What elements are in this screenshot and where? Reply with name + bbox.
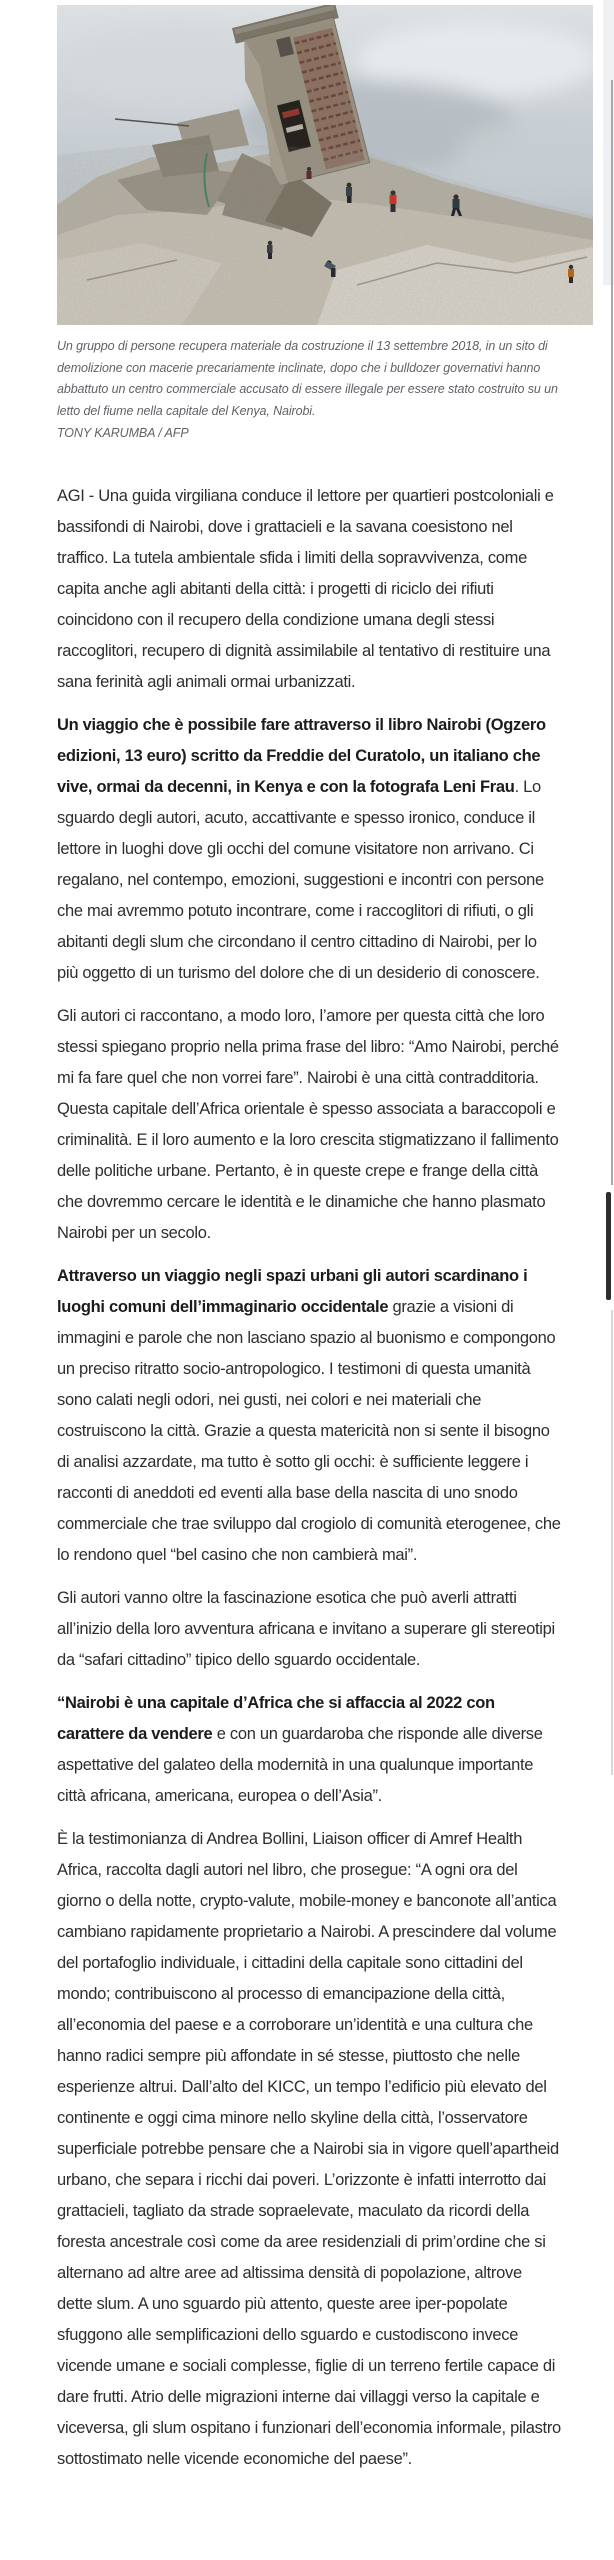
article-paragraph xyxy=(57,710,561,989)
paragraph-text-run: AGI - Una guida virgiliana conduce il lettore per quartieri postcoloniali e bassifondi di Nairobi, dove i grattacieli e la savana coesistono nel traffico. La tutela ambientale sfida i limiti della sopravvivenza, come capita anche agli abitanti della città: i progetti di riciclo dei rifiuti coincidono con il recupero della condizione umana degli stessi raccoglitori, recupero di dignità assimilabile al tentativo di restituire una sana ferinità agli animali ormai urbanizzati. xyxy=(57,487,554,691)
paragraph-bold-run: “Nairobi è una capitale d’Africa che si affaccia al 2022 con carattere da vendere xyxy=(57,1694,495,1743)
article-paragraph xyxy=(57,1688,561,1812)
article-photo xyxy=(57,5,593,325)
photo-credit: TONY KARUMBA / AFP xyxy=(57,426,189,440)
article-paragraph xyxy=(57,1824,561,2475)
article-paragraph xyxy=(57,1001,561,1249)
scrollbar-track[interactable] xyxy=(611,80,613,1185)
paragraph-bold-run: Attraverso un viaggio negli spazi urbani gli autori scardinano i luoghi comuni dell’immaginario occidentale xyxy=(57,1267,528,1316)
photo-caption-text: Un gruppo di persone recupera materiale da costruzione il 13 settembre 2018, in un sito di demolizione con macerie precariamente inclinate, dopo che i bulldozer governativi hanno abbattuto un centro commerciale accusato di essere illegale per essere stato costruito su un letto del fiume nella capitale del Kenya, Nairobi. xyxy=(57,339,558,418)
paragraph-text-run: Gli autori ci raccontano, a modo loro, l’amore per questa città che loro stessi spiegano proprio nella prima frase del libro: “Amo Nairobi, perché mi fa fare quel che non vorrei fare”. Nairobi è una città contradditoria. Questa capitale dell’Africa orientale è spesso associata a baraccopoli e criminalità. E il loro aumento e la loro crescita stigmatizzano il fallimento delle politiche urbane. Pertanto, è in queste crepe e frange della città che dovremmo cercare le identità e le dinamiche che hanno plasmato Nairobi per un secolo. xyxy=(57,1007,559,1242)
demolition-photo-illustration xyxy=(57,5,593,325)
article-paragraph xyxy=(57,1261,561,1571)
article-body xyxy=(57,481,561,2487)
article-paragraph xyxy=(57,481,561,698)
paragraph-text-run: . Lo sguardo degli autori, acuto, accattivante e spesso ironico, conduce il lettore in luoghi dove gli occhi del comune visitatore non arrivano. Ci regalano, nel contempo, emozioni, suggestioni e incontri con persone che mai avremmo potuto incontrare, come i raccoglitori di rifiuti, o gli abitanti degli slum che circondano il centro cittadino di Nairobi, per lo più oggetto di un turismo del dolore che di un desiderio di conoscere. xyxy=(57,778,544,982)
paragraph-bold-run: Un viaggio che è possibile fare attraverso il libro Nairobi (Ogzero edizioni, 13 euro) scritto da Freddie del Curatolo, un italiano che vive, ormai da decenni, in Kenya e con la fotografa Leni Frau xyxy=(57,716,546,796)
paragraph-text-run: Gli autori vanno oltre la fascinazione esotica che può averli attratti all’inizio della loro avventura africana e invitano a superare gli stereotipi da “safari cittadino” tipico dello sguardo occidentale. xyxy=(57,1589,555,1669)
photo-caption xyxy=(57,336,559,445)
paragraph-text-run: e con un guardaroba che risponde alle diverse aspettative del galateo della modernità in una qualunque importante città africana, americana, europea o dell’Asia”. xyxy=(57,1725,543,1805)
article-paragraph xyxy=(57,1583,561,1676)
scrollbar-track-lower[interactable] xyxy=(611,1310,613,1775)
scrollbar-thumb[interactable] xyxy=(606,1192,611,1300)
paragraph-text-run: È la testimonianza di Andrea Bollini, Liaison officer di Amref Health Africa, raccolta dagli autori nel libro, che prosegue: “A ogni ora del giorno o della notte, crypto-valute, mobile-money e banconote all’antica cambiano rapidamente proprietario a Nairobi. A prescindere dal volume del portafoglio individuale, i cittadini della capitale sono cittadini del mondo; contribuiscono al processo di emancipazione della città, all’economia del paese e a corroborare un’identità e una cultura che hanno radici sempre più affondate in sé stesse, piuttosto che nelle esperienze altrui. Dall’alto del KICC, un tempo l’edificio più elevato del continente e oggi cima minore nello skyline della città, l’osservatore superficiale potrebbe pensare che a Nairobi sia in vigore quell’apartheid urbano, che separa i ricchi dai poveri. L’orizzonte è infatti interrotto dai grattacieli, tagliato da strade sopraelevate, maculato da ricordi della foresta ancestrale così come da aree residenziali di prim’ordine che si alternano ad altre aree ad altissima densità di popolazione, altrove dette slum. A uno sguardo più attento, queste aree iper-popolate sfuggono alle semplificazioni dello sguardo e custodiscono invece vicende umane e sociali complesse, figlie di un terreno fertile capace di dare frutti. Atrio delle migrazioni interne dai villaggi verso la capitale e viceversa, gli slum ospitano i funzionari dell’economia informale, pilastro sottostimato nelle vicende economiche del paese”. xyxy=(57,1830,561,2468)
paragraph-text-run: grazie a visioni di immagini e parole che non lasciano spazio al buonismo e compongono un preciso ritratto socio-antropologico. I testimoni di questa umanità sono calati negli odori, nei gusti, nei colori e nei materiali che costruiscono la città. Grazie a questa matericità non si sente il bisogno di analisi azzardate, ma tutto è sotto gli occhi: è sufficiente leggere i racconti di aneddoti ed eventi alla base della nascita di uno snodo commerciale che trae sviluppo dal crogiolo di comunità eterogenee, che lo rendono quel “bel casino che non cambierà mai”. xyxy=(57,1298,561,1564)
